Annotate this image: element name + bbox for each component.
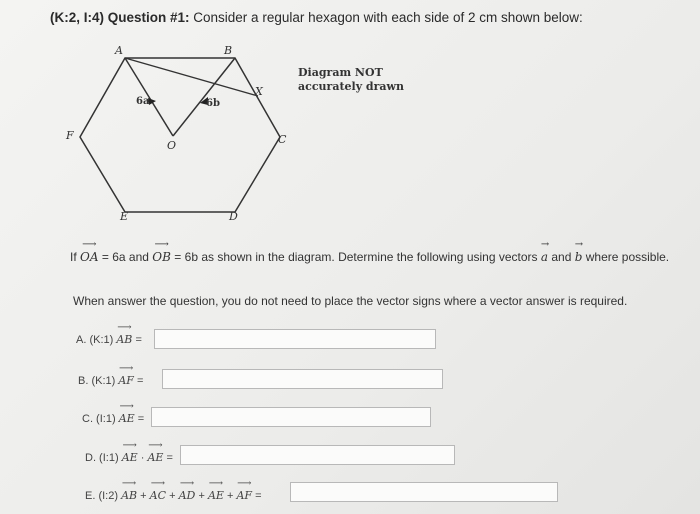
answer-e-input[interactable]: [290, 482, 558, 502]
question-e-term-ae: ⟶ AE: [208, 489, 224, 502]
question-d-dot: ·: [140, 452, 145, 464]
question-c-expr: ⟶ AE: [119, 412, 135, 425]
question-c-eq: =: [137, 413, 145, 425]
question-a-label: A. (K:1): [76, 334, 114, 346]
hexagon-outline: [80, 58, 280, 212]
stmt-vector-b: → b: [575, 250, 583, 264]
question-b-eq: =: [137, 375, 144, 387]
question-a: [76, 333, 142, 346]
hexagon-diagram: [0, 0, 700, 240]
vertex-d-label: D: [229, 210, 238, 223]
diagram-note-line1: Diagram NOT: [298, 66, 383, 79]
question-a-eq: =: [135, 334, 142, 346]
stmt-rest: as shown in the diagram. Determine the following using vectors: [201, 250, 538, 264]
question-d-expr1: ⟶ AE: [122, 451, 138, 464]
question-e-plus2: +: [169, 490, 176, 502]
vertex-e-label: E: [120, 210, 129, 223]
question-e-term-af: ⟶ AF: [236, 489, 252, 502]
stmt-vector-ob: ⟶ OB: [152, 250, 171, 264]
answer-b-input[interactable]: [162, 369, 443, 389]
question-e-label: E. (I:2): [85, 490, 119, 502]
vertex-c-label: C: [278, 133, 287, 146]
question-b-label: B. (K:1): [78, 375, 116, 387]
answer-d-input[interactable]: [180, 445, 455, 465]
point-x-label: X: [255, 85, 263, 98]
stmt-ob-value: = 6b: [174, 250, 198, 264]
question-b: [78, 374, 143, 387]
question-e-plus1: +: [140, 490, 147, 502]
stmt-end: where possible.: [585, 250, 670, 264]
question-c-label: C. (I:1): [82, 413, 116, 425]
instruction-text: When answer the question, you do not need to place the vector signs where a vector answer is required.: [73, 294, 628, 308]
diagram-note: [298, 66, 404, 94]
question-d: [85, 451, 173, 464]
question-prefix: (K:2, I:4) Question #1:: [50, 10, 190, 25]
vertex-a-label: A: [115, 44, 123, 57]
question-d-eq: =: [166, 452, 173, 464]
question-e-plus3: +: [198, 490, 205, 502]
problem-statement: [70, 250, 669, 264]
question-b-expr: ⟶ AF: [118, 374, 134, 387]
diagram-note-line2: accurately drawn: [298, 80, 405, 93]
stmt-vector-a: → a: [541, 250, 548, 264]
vector-ob-line: [173, 58, 235, 136]
stmt-vector-oa: ⟶ OA: [80, 250, 99, 264]
question-text: Consider a regular hexagon with each side of 2 cm shown below:: [193, 10, 583, 25]
answer-a-input[interactable]: [154, 329, 436, 349]
question-e-term-ab: ⟶ AB: [121, 489, 137, 502]
question-a-expr: ⟶ AB: [116, 333, 132, 346]
question-e-plus4: +: [226, 490, 234, 502]
point-o-label: O: [167, 139, 177, 152]
question-e-eq: =: [255, 490, 262, 502]
question-e: [85, 489, 262, 502]
question-d-expr2: ⟶ AE: [147, 451, 163, 464]
answer-c-input[interactable]: [151, 407, 431, 427]
question-c: [82, 412, 144, 425]
vector-a-label: 6a: [136, 96, 150, 107]
stmt-oa-value: = 6a: [101, 250, 126, 264]
vertex-f-label: F: [66, 129, 74, 142]
question-e-term-ac: ⟶ AC: [150, 489, 166, 502]
vertex-b-label: B: [224, 44, 233, 57]
question-e-term-ad: ⟶ AD: [179, 489, 196, 502]
question-d-label: D. (I:1): [85, 452, 119, 464]
stmt-and2: and: [551, 250, 572, 264]
stmt-if: If: [70, 250, 77, 264]
vector-b-label: 6b: [206, 98, 220, 109]
stmt-and: and: [128, 250, 149, 264]
